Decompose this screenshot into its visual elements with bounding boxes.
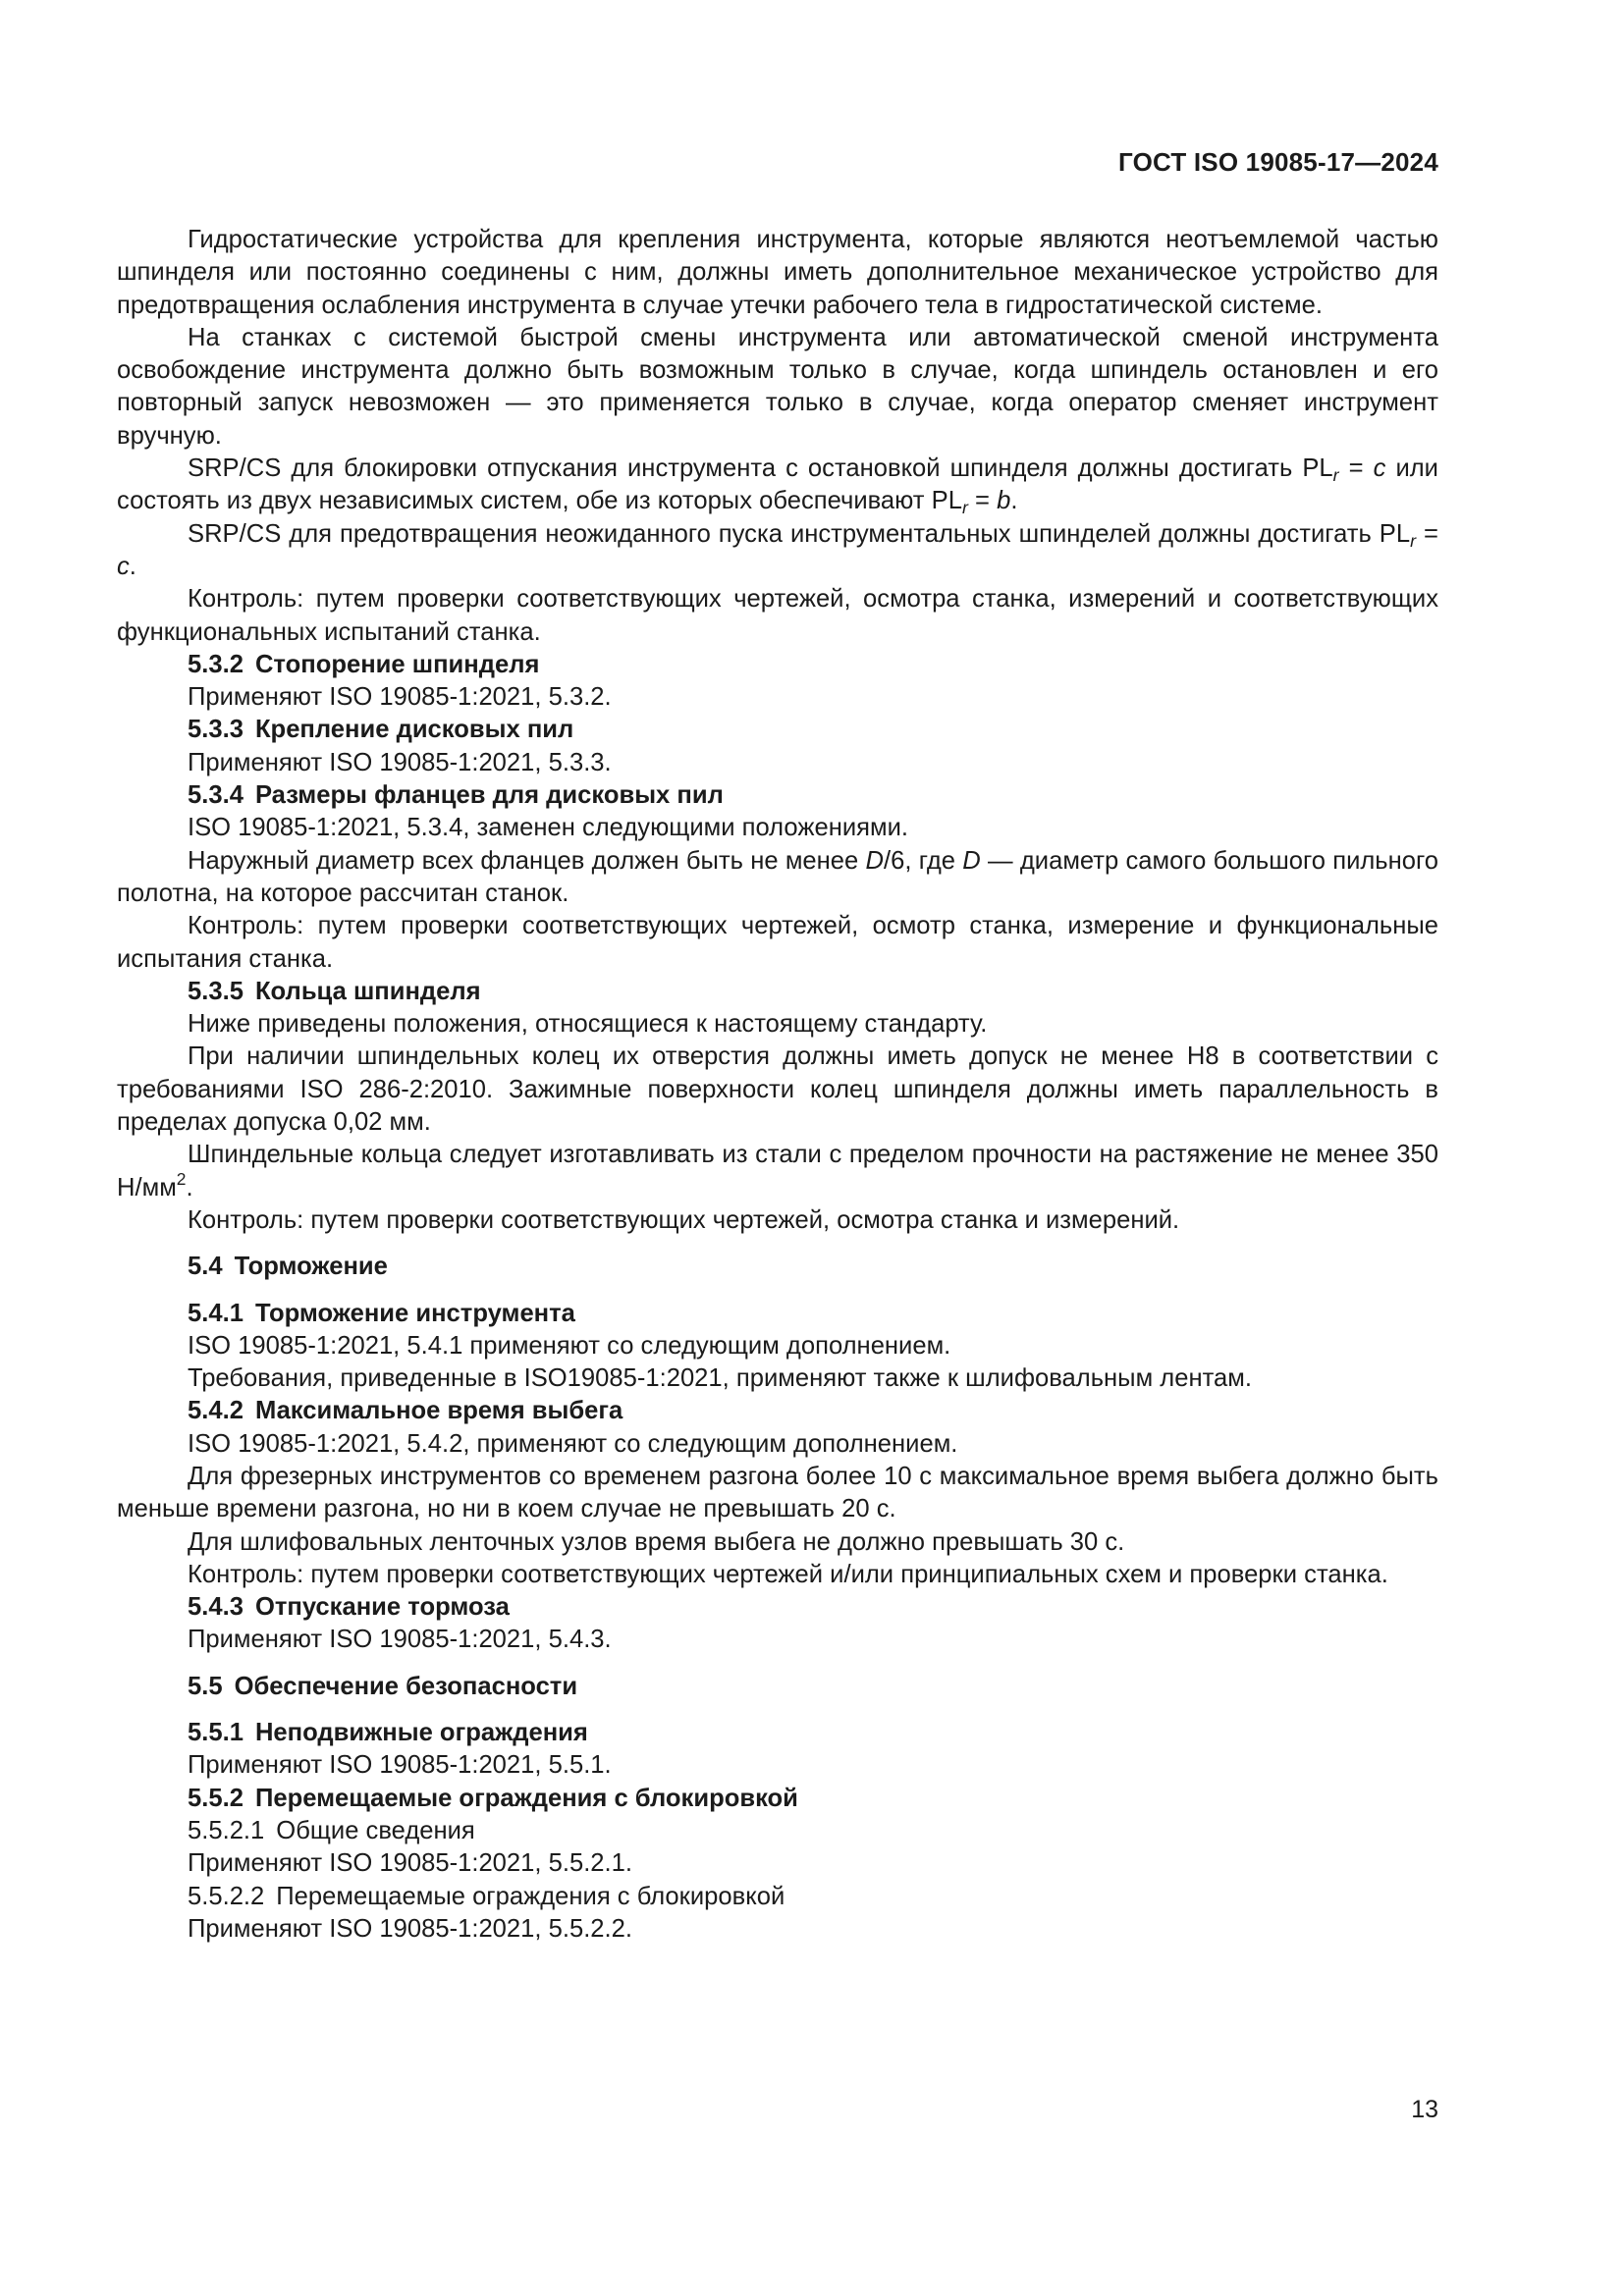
paragraph: Гидростатические устройства для крепления инструмента, которые являются неотъемлемой частью шпинделя или постоянно соединены с ним, должны иметь дополнительное механическое устройство для предотвращения ослабления инструмента в случае утечки рабочего тела в гидростатической системе. xyxy=(117,226,1438,319)
paragraph: Для шлифовальных ленточных узлов время выбега не должно превышать 30 с. xyxy=(188,1527,1125,1556)
section-heading-5-4-2: 5.4.2 Максимальное время выбега xyxy=(188,1397,623,1425)
paragraph: SRP/CS для блокировки отпускания инструмента с остановкой шпинделя должны достигать $PL_r = c$ или состоять из двух независимых систем, обе из которых обеспечивают $PL_r = b$. xyxy=(117,454,1438,518)
subsection-heading-5-5-2-1: 5.5.2.1 Общие сведения xyxy=(188,1816,475,1844)
paragraph: Для фрезерных инструментов со временем разгона более 10 с максимальное время выбега должно быть меньше времени разгона, но ни в коем случае не превышать 20 с. xyxy=(117,1462,1438,1523)
paragraph: Применяют ISO 19085-1:2021, 5.5.2.2. xyxy=(188,1914,632,1943)
subsection-heading-5-5-2-2: 5.5.2.2 Перемещаемые ограждения с блокировкой xyxy=(188,1882,785,1910)
paragraph: ISO 19085-1:2021, 5.3.4, заменен следующими положениями. xyxy=(188,814,908,842)
paragraph: Контроль: путем проверки соответствующих чертежей, осмотра станка, измерений и соответствующих функциональных испытаний станка. xyxy=(117,585,1438,646)
paragraph: Применяют ISO 19085-1:2021, 5.5.2.1. xyxy=(188,1849,632,1878)
paragraph: Применяют ISO 19085-1:2021, 5.3.2. xyxy=(188,683,612,712)
paragraph: Применяют ISO 19085-1:2021, 5.5.1. xyxy=(188,1751,612,1780)
paragraph: Наружный диаметр всех фланцев должен быть не менее D/6, где D — диаметр самого большого пильного полотна, на которое рассчитан станок. xyxy=(117,846,1439,907)
paragraph: SRP/CS для предотвращения неожиданного пуска инструментальных шпинделей должны достигать $PL_r = c$. xyxy=(117,519,1438,580)
section-heading-5-4: 5.4 Торможение xyxy=(188,1253,388,1281)
paragraph: Применяют ISO 19085-1:2021, 5.4.3. xyxy=(188,1626,612,1654)
section-heading-5-3-3: 5.3.3 Крепление дисковых пил xyxy=(188,716,574,744)
paragraph: ISO 19085-1:2021, 5.4.1 применяют со следующим дополнением. xyxy=(188,1331,951,1360)
section-heading-5-3-4: 5.3.4 Размеры фланцев для дисковых пил xyxy=(188,781,724,810)
paragraph: Контроль: путем проверки соответствующих чертежей, осмотр станка, измерение и функциональные испытания станка. xyxy=(117,912,1438,973)
section-heading-5-3-2: 5.3.2 Стопорение шпинделя xyxy=(188,650,540,678)
paragraph: Требования, приведенные в ISO19085-1:2021, применяют также к шлифовальным лентам. xyxy=(188,1364,1252,1393)
section-heading-5-5: 5.5 Обеспечение безопасности xyxy=(188,1672,578,1700)
section-heading-5-5-2: 5.5.2 Перемещаемые ограждения с блокировкой xyxy=(188,1784,798,1812)
document-body xyxy=(117,224,1438,1946)
section-heading-5-3-5: 5.3.5 Кольца шпинделя xyxy=(188,977,481,1005)
paragraph: Ниже приведены положения, относящиеся к настоящему стандарту. xyxy=(188,1010,988,1039)
section-heading-5-5-1: 5.5.1 Неподвижные ограждения xyxy=(188,1719,588,1747)
document-header: ГОСТ ISO 19085-17—2024 xyxy=(1118,147,1438,177)
paragraph: На станках с системой быстрой смены инструмента или автоматической сменой инструмента освобождение инструмента должно быть возможным только в случае, когда шпиндель остановлен и его повторный запуск невозможен — это применяется только в случае, когда оператор сменяет инструмент вручную. xyxy=(117,323,1438,450)
section-heading-5-4-3: 5.4.3 Отпускание тормоза xyxy=(188,1593,510,1622)
section-heading-5-4-1: 5.4.1 Торможение инструмента xyxy=(188,1299,575,1327)
paragraph: Контроль: путем проверки соответствующих чертежей, осмотра станка и измерений. xyxy=(188,1205,1180,1234)
paragraph: ISO 19085-1:2021, 5.4.2, применяют со следующим дополнением. xyxy=(188,1429,958,1458)
paragraph: Шпиндельные кольца следует изготавливать из стали с пределом прочности на растяжение не менее 350 $Н/мм^2$. xyxy=(117,1141,1438,1201)
paragraph: Применяют ISO 19085-1:2021, 5.3.3. xyxy=(188,748,612,776)
paragraph: При наличии шпиндельных колец их отверстия должны иметь допуск не менее H8 в соответствии с требованиями ISO 286-2:2010. Зажимные поверхности колец шпинделя должны иметь параллельность в пределах допуска 0,02 мм. xyxy=(117,1042,1438,1137)
page-number: 13 xyxy=(1411,2096,1438,2123)
paragraph: Контроль: путем проверки соответствующих чертежей и/или принципиальных схем и проверки станка. xyxy=(188,1560,1388,1588)
